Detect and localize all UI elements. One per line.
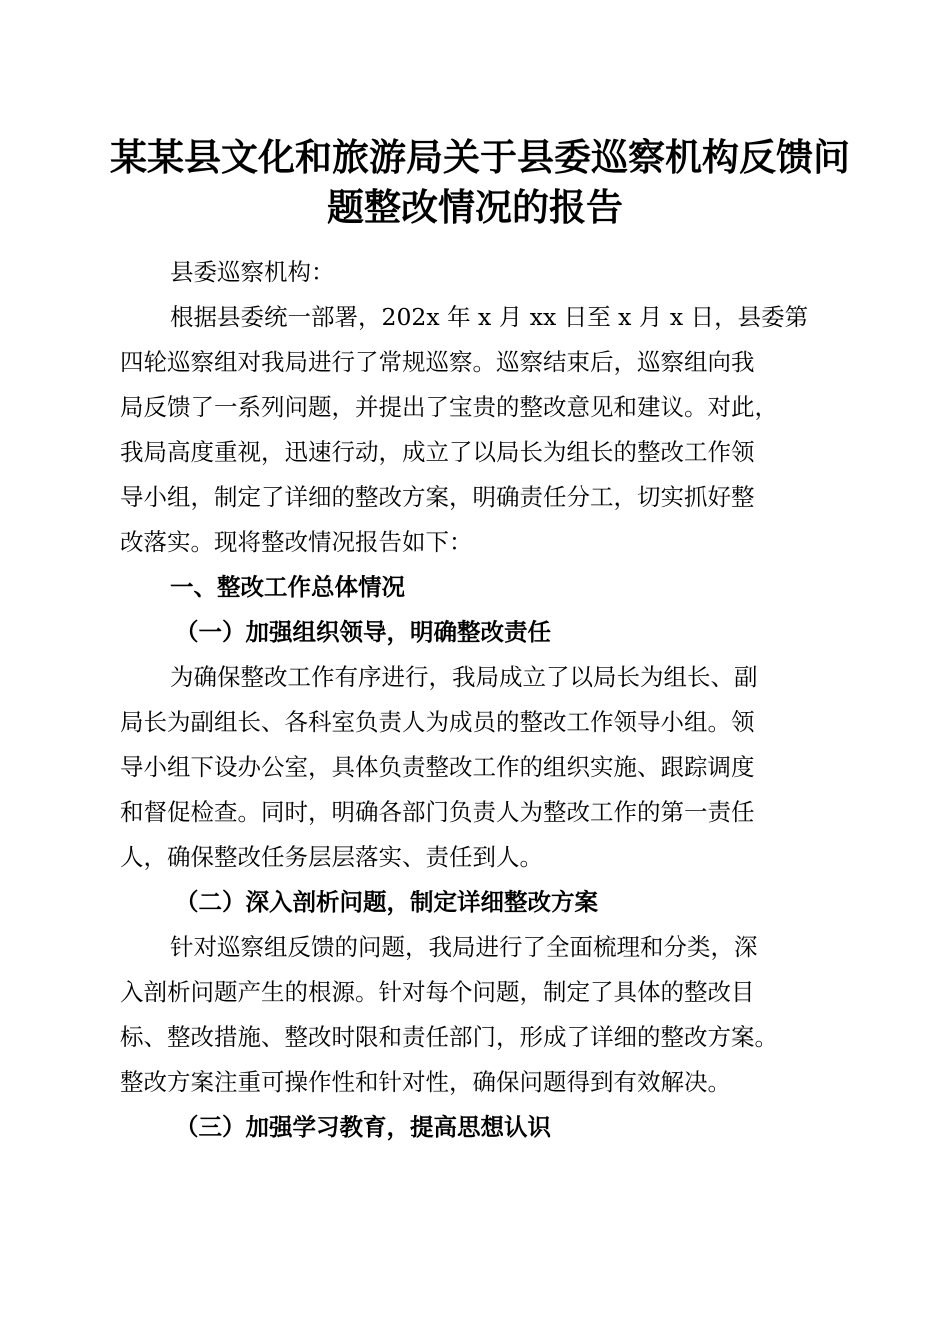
paragraph-line: 局长为副组长、各科室负责人为成员的整改工作领导小组。领 bbox=[120, 708, 755, 736]
salutation: 县委巡察机构： bbox=[170, 258, 335, 286]
subsection-heading: （二）深入剖析问题，制定详细整改方案 bbox=[175, 888, 598, 916]
intro-line: 局反馈了一系列问题，并提出了宝贵的整改意见和建议。对此， bbox=[120, 393, 778, 421]
paragraph-line: 整改方案注重可操作性和针对性，确保问题得到有效解决。 bbox=[120, 1068, 731, 1096]
document-body bbox=[120, 250, 840, 1150]
subsection-heading: （三）加强学习教育，提高思想认识 bbox=[175, 1113, 551, 1141]
intro-line: 四轮巡察组对我局进行了常规巡察。巡察结束后，巡察组向我 bbox=[120, 348, 755, 376]
title-line-1: 某某县文化和旅游局关于县委巡察机构反馈问 bbox=[110, 135, 850, 179]
section-heading: 一、整改工作总体情况 bbox=[170, 573, 405, 601]
subsection-heading: （一）加强组织领导，明确整改责任 bbox=[175, 618, 551, 646]
paragraph-line: 针对巡察组反馈的问题，我局进行了全面梳理和分类，深 bbox=[170, 933, 758, 961]
intro-line: 改落实。现将整改情况报告如下： bbox=[120, 528, 473, 556]
paragraph-line: 入剖析问题产生的根源。针对每个问题，制定了具体的整改目 bbox=[120, 978, 755, 1006]
intro-line: 导小组，制定了详细的整改方案，明确责任分工，切实抓好整 bbox=[120, 483, 755, 511]
paragraph-line: 导小组下设办公室，具体负责整改工作的组织实施、跟踪调度 bbox=[120, 753, 755, 781]
document-title bbox=[110, 132, 850, 232]
paragraph-line: 和督促检查。同时，明确各部门负责人为整改工作的第一责任 bbox=[120, 798, 755, 826]
title-line-2: 题整改情况的报告 bbox=[327, 185, 623, 229]
paragraph-line: 人，确保整改任务层层落实、责任到人。 bbox=[120, 843, 543, 871]
intro-line: 我局高度重视，迅速行动，成立了以局长为组长的整改工作领 bbox=[120, 438, 755, 466]
intro-line: 根据县委统一部署，202x 年 x 月 xx 日至 x 月 x 日，县委第 bbox=[170, 303, 809, 331]
paragraph-line: 为确保整改工作有序进行，我局成立了以局长为组长、副 bbox=[170, 663, 758, 691]
paragraph-line: 标、整改措施、整改时限和责任部门，形成了详细的整改方案。 bbox=[120, 1023, 778, 1051]
